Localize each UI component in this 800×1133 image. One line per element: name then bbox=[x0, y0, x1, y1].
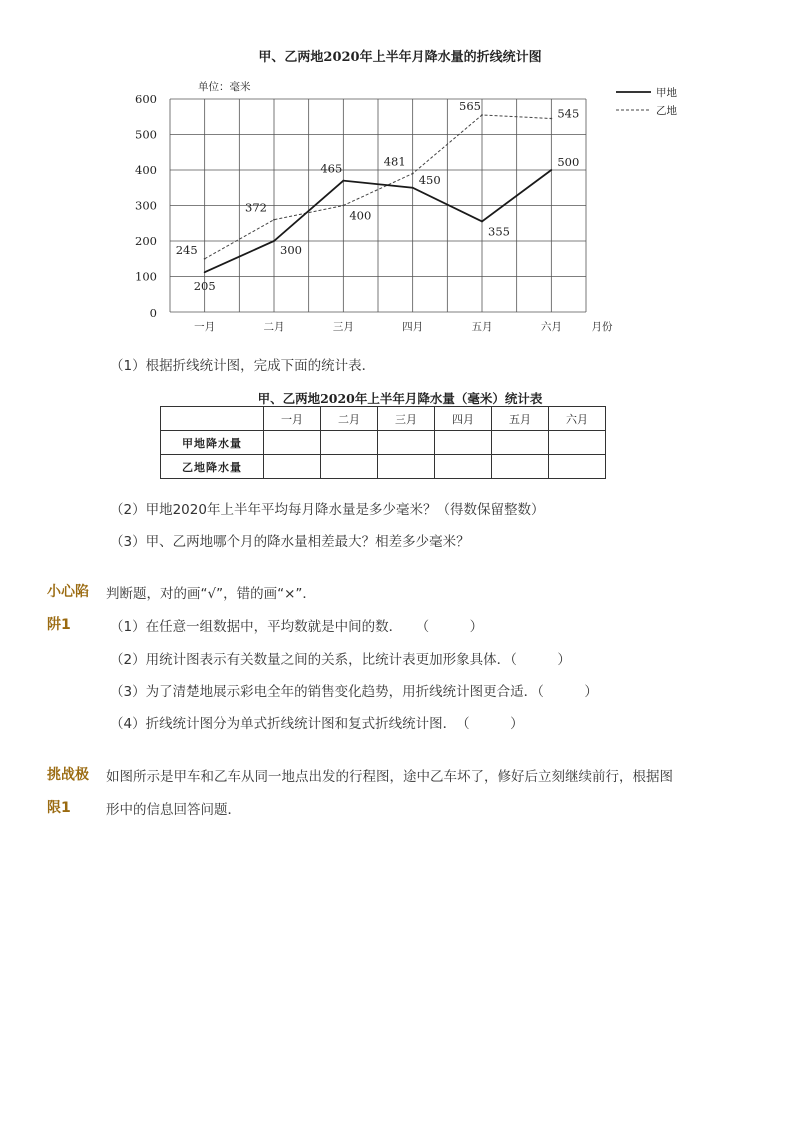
table-header-cell: 六月 bbox=[549, 407, 606, 431]
data-label-yi: 545 bbox=[557, 106, 580, 121]
rainfall-line-chart bbox=[0, 0, 800, 345]
data-point-yi bbox=[342, 205, 344, 207]
table-cell bbox=[378, 455, 435, 479]
data-label-jia: 355 bbox=[488, 224, 510, 239]
unit-label: 单位：毫米 bbox=[198, 81, 251, 93]
question-3: （3）甲、乙两地哪个月的降水量相差最大？相差多少毫米？ bbox=[110, 534, 470, 550]
data-point-yi bbox=[204, 258, 206, 260]
rainfall-stat-table bbox=[160, 406, 606, 479]
data-label-jia: 205 bbox=[193, 279, 216, 294]
legend-label-jia: 甲地 bbox=[656, 87, 677, 99]
data-label-jia: 300 bbox=[280, 243, 302, 257]
y-tick-label: 0 bbox=[149, 306, 157, 320]
y-tick-label: 200 bbox=[135, 234, 157, 248]
table-row-yi bbox=[161, 455, 606, 479]
trap-item-3: （3）为了清楚地展示彩电全年的销售变化趋势，用折线统计图更合适．（ ） bbox=[110, 684, 598, 700]
x-tick-label: 一月 bbox=[194, 321, 216, 333]
x-tick-label: 五月 bbox=[471, 321, 493, 333]
question-1: （1）根据折线统计图，完成下面的统计表． bbox=[110, 358, 376, 374]
challenge-label-line2: 限1 bbox=[47, 800, 71, 816]
table-cell bbox=[321, 431, 378, 455]
x-tick-label: 六月 bbox=[540, 321, 562, 333]
data-point-jia bbox=[273, 240, 275, 242]
table-cell bbox=[435, 455, 492, 479]
data-label-yi: 245 bbox=[175, 242, 198, 257]
table-cell bbox=[492, 431, 549, 455]
data-point-jia bbox=[204, 271, 206, 273]
table-header-row bbox=[161, 407, 606, 431]
data-point-yi bbox=[481, 114, 483, 116]
y-tick-label: 600 bbox=[135, 92, 157, 106]
table-cell bbox=[549, 455, 606, 479]
table-cell bbox=[549, 431, 606, 455]
data-label-yi: 372 bbox=[245, 200, 267, 215]
challenge-text-line2: 形中的信息回答问题． bbox=[106, 802, 241, 818]
y-tick-label: 500 bbox=[135, 127, 157, 142]
data-point-yi bbox=[412, 173, 414, 175]
x-tick-label: 二月 bbox=[263, 321, 285, 333]
table-header-cell: 三月 bbox=[378, 407, 435, 431]
data-point-jia bbox=[550, 169, 552, 171]
challenge-text-line1: 如图所示是甲车和乙车从同一地点出发的行程图，途中乙车坏了，修好后立刻继续前行，根据图 bbox=[106, 769, 673, 785]
data-label-jia: 450 bbox=[418, 172, 441, 187]
data-label-yi: 400 bbox=[349, 208, 372, 223]
data-label-jia: 465 bbox=[320, 161, 343, 176]
table-header-cell: 四月 bbox=[435, 407, 492, 431]
y-tick-label: 300 bbox=[135, 198, 157, 213]
table-row-label: 甲地降水量 bbox=[161, 431, 264, 455]
table-cell bbox=[264, 431, 321, 455]
y-tick-label: 100 bbox=[135, 269, 157, 284]
legend-label-yi: 乙地 bbox=[656, 105, 677, 117]
trap-item-1: （1）在任意一组数据中，平均数就是中间的数． （ ） bbox=[110, 619, 484, 635]
x-tick-label: 四月 bbox=[402, 321, 424, 333]
data-point-yi bbox=[550, 118, 552, 120]
data-point-jia bbox=[481, 221, 483, 223]
trap-label-line2: 阱1 bbox=[47, 617, 71, 633]
trap-item-4: （4）折线统计图分为单式折线统计图和复式折线统计图． （ ） bbox=[110, 716, 524, 732]
table-header-cell: 五月 bbox=[492, 407, 549, 431]
data-point-jia bbox=[342, 180, 344, 182]
table-row-jia bbox=[161, 431, 606, 455]
table-cell bbox=[264, 455, 321, 479]
table-title: 甲、乙两地2020年上半年月降水量（毫米）统计表 bbox=[257, 391, 543, 406]
table-row-label: 乙地降水量 bbox=[161, 455, 264, 479]
challenge-label-line1: 挑战极 bbox=[47, 767, 89, 783]
data-label-jia: 500 bbox=[557, 155, 580, 169]
data-point-yi bbox=[273, 219, 275, 221]
trap-item-2: （2）用统计图表示有关数量之间的关系，比统计表更加形象具体．（ ） bbox=[110, 652, 571, 668]
table-cell bbox=[492, 455, 549, 479]
trap-label-line1: 小心陷 bbox=[47, 584, 89, 600]
chart-title: 甲、乙两地2020年上半年月降水量的折线统计图 bbox=[258, 50, 542, 65]
table-cell bbox=[435, 431, 492, 455]
question-2: （2）甲地2020年上半年平均每月降水量是多少毫米？（得数保留整数） bbox=[110, 502, 545, 518]
table-header-cell: 一月 bbox=[264, 407, 321, 431]
table-corner-cell bbox=[161, 407, 264, 431]
table-cell bbox=[321, 455, 378, 479]
y-tick-label: 400 bbox=[135, 163, 157, 177]
trap-intro: 判断题，对的画“√”，错的画“×”． bbox=[106, 586, 316, 602]
data-label-yi: 481 bbox=[383, 154, 406, 169]
data-label-yi: 565 bbox=[459, 98, 481, 113]
table-cell bbox=[378, 431, 435, 455]
x-tick-label: 三月 bbox=[332, 321, 354, 333]
data-point-jia bbox=[412, 187, 414, 189]
x-axis-label: 月份 bbox=[591, 321, 613, 333]
table-header-cell: 二月 bbox=[321, 407, 378, 431]
